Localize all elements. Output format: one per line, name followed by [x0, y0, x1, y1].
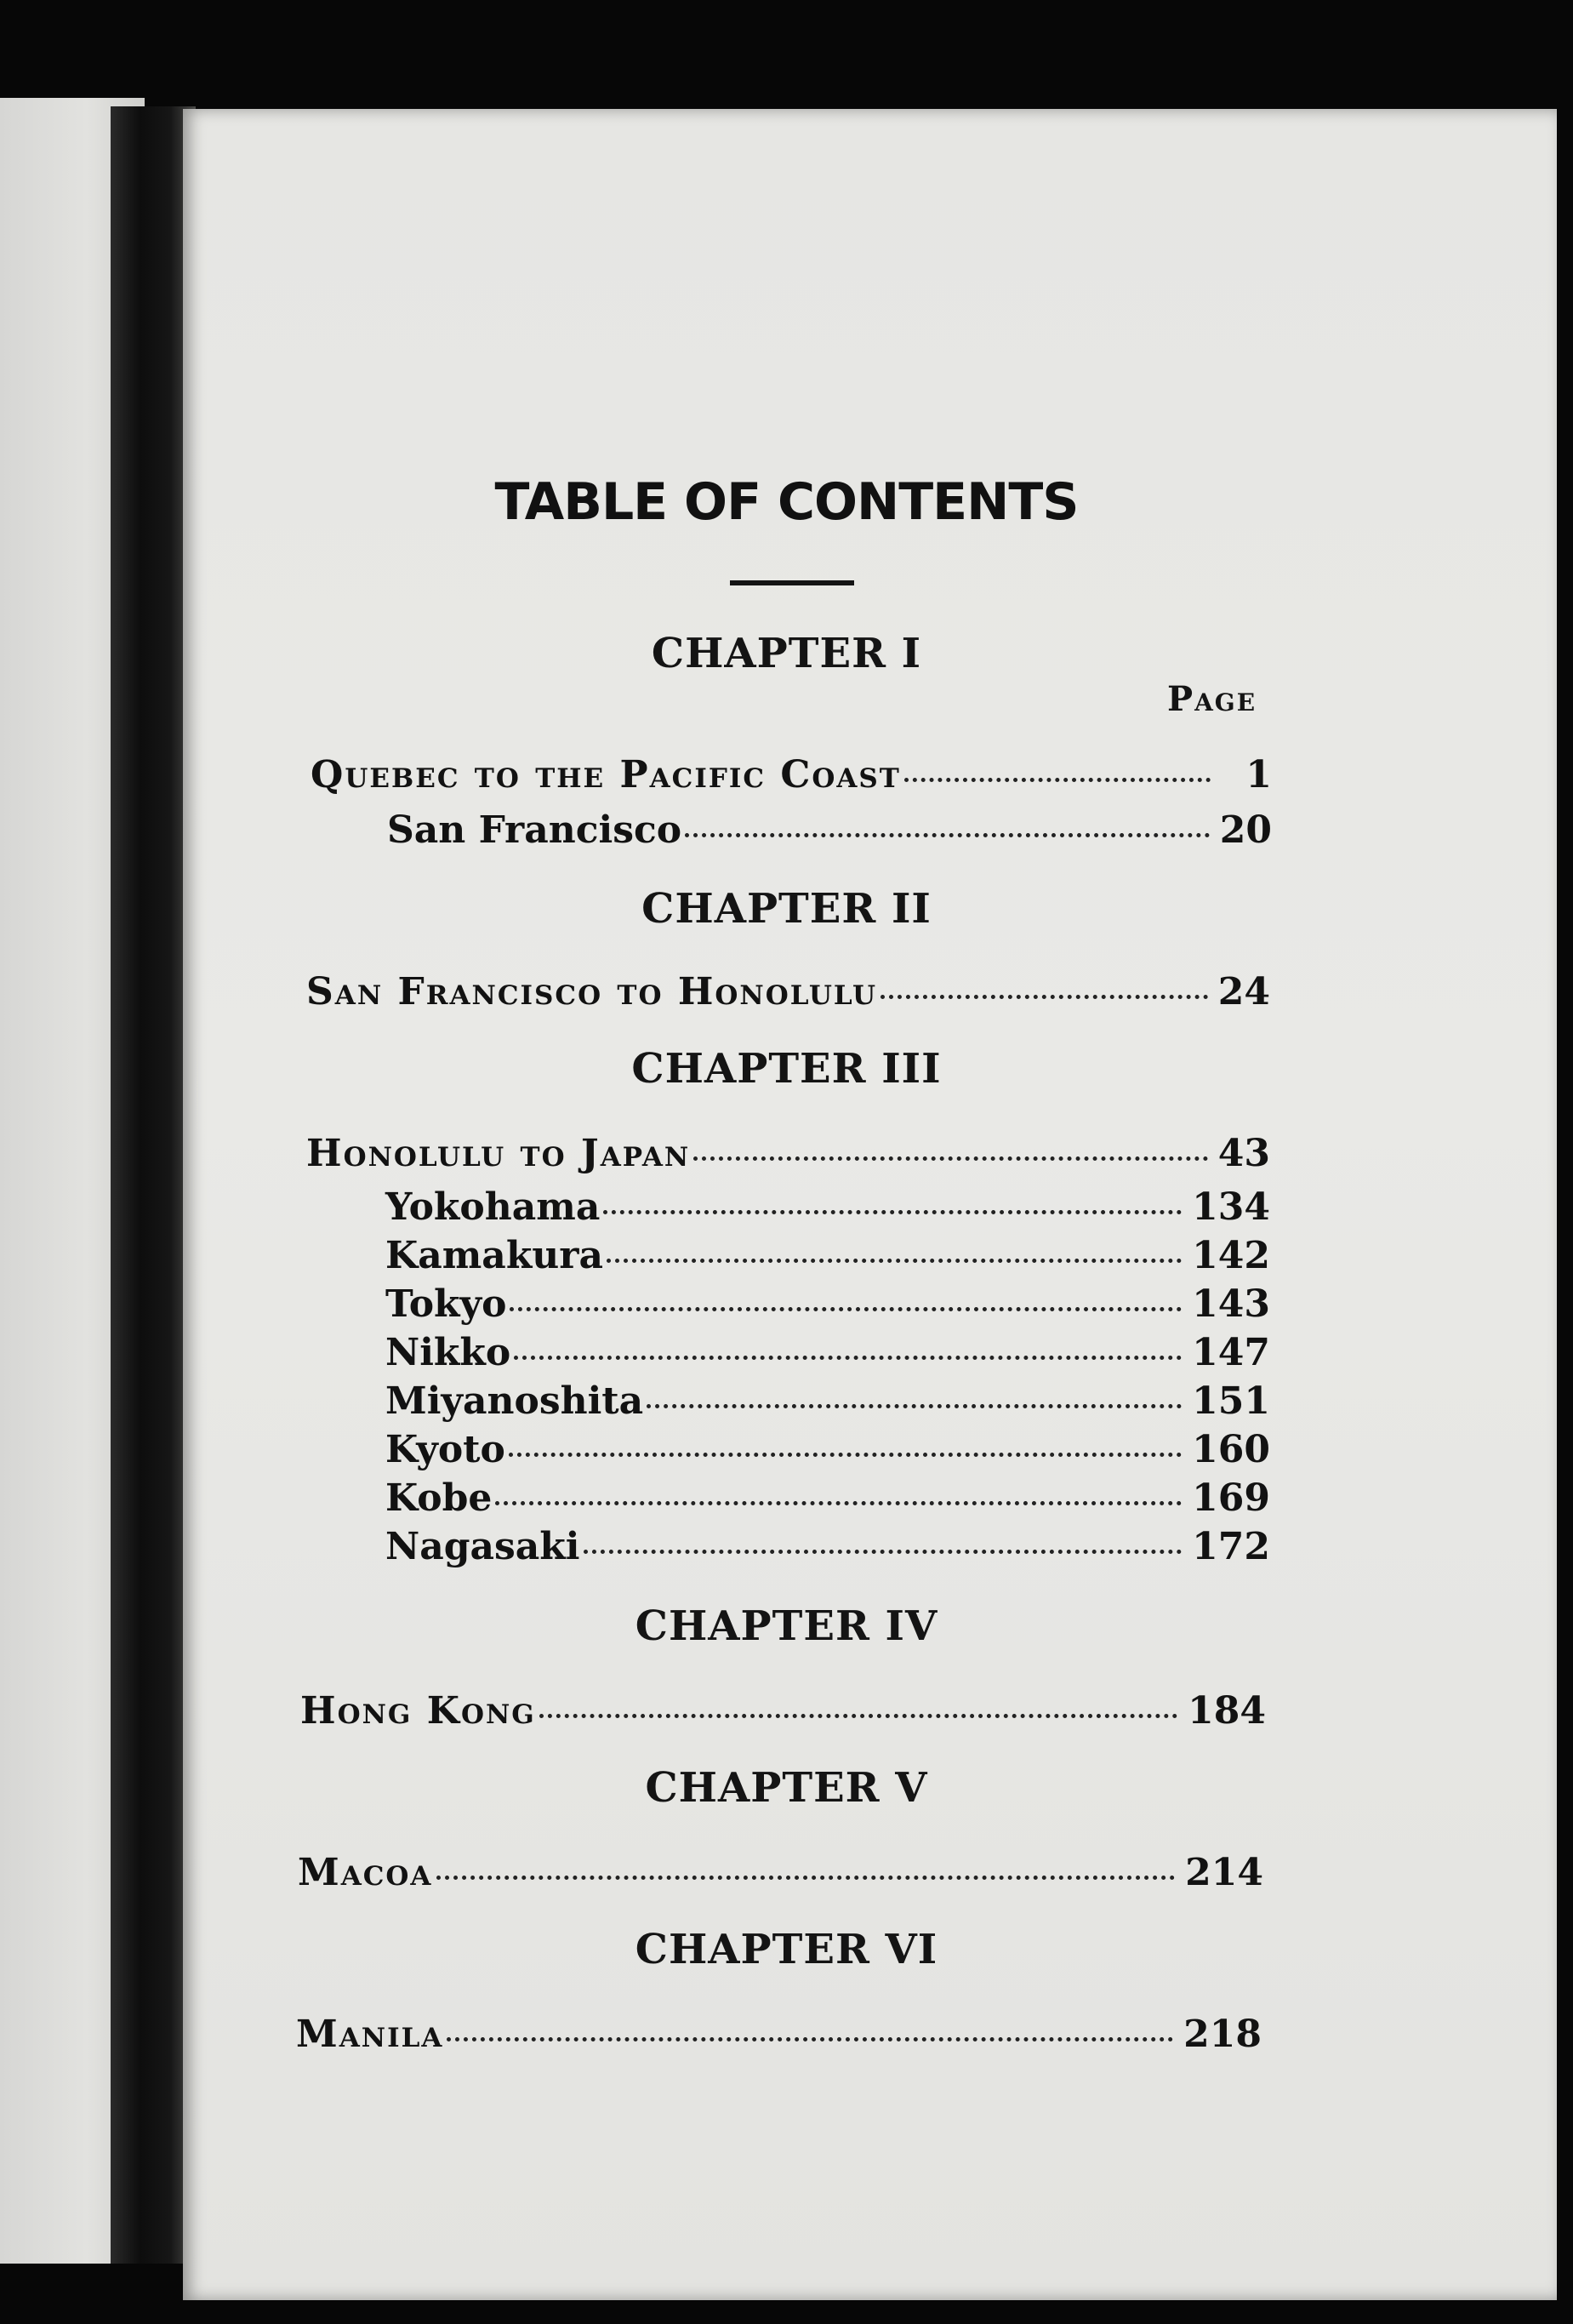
- toc-page-number: 218: [1183, 2013, 1262, 2056]
- toc-entry-title: Hong Kong: [300, 1689, 536, 1733]
- toc-entry[interactable]: [385, 1185, 1270, 1230]
- toc-page-number: 184: [1188, 1689, 1266, 1733]
- page-title: TABLE OF CONTENTS: [494, 472, 1079, 532]
- dot-leader: [685, 833, 1210, 837]
- toc-page-number: 169: [1192, 1476, 1270, 1520]
- toc-entry-title: Quebec to the Pacific Coast: [311, 753, 901, 797]
- toc-page-number: 43: [1217, 1132, 1270, 1175]
- chapter-heading: CHAPTER I: [651, 630, 922, 677]
- dot-leader: [607, 1259, 1182, 1263]
- toc-page-number: 24: [1217, 970, 1270, 1014]
- dot-leader: [514, 1356, 1182, 1360]
- toc-entry[interactable]: [385, 1379, 1270, 1424]
- toc-entry-title: Kobe: [385, 1476, 493, 1520]
- dot-leader: [603, 1210, 1182, 1214]
- dot-leader: [495, 1501, 1182, 1505]
- toc-entry-title: Miyanoshita: [385, 1379, 644, 1423]
- toc-entry[interactable]: [385, 1428, 1270, 1472]
- dot-leader: [509, 1453, 1182, 1457]
- toc-page-number: 20: [1219, 808, 1272, 852]
- toc-entry[interactable]: [306, 1132, 1270, 1176]
- dot-leader: [510, 1307, 1182, 1311]
- dot-leader: [447, 2037, 1173, 2041]
- dot-leader: [904, 778, 1211, 782]
- toc-page-number: 151: [1192, 1379, 1270, 1423]
- toc-entry-title: Manila: [296, 2013, 444, 2056]
- toc-entry-title: San Francisco to Honolulu: [306, 970, 878, 1014]
- toc-page-number: 160: [1192, 1428, 1270, 1471]
- toc-entry-title: San Francisco: [387, 808, 682, 852]
- toc-page-number: 214: [1185, 1851, 1263, 1894]
- toc-entry[interactable]: [296, 2013, 1262, 2057]
- chapter-heading: CHAPTER II: [641, 885, 932, 933]
- toc-entry-title: Honolulu to Japan: [306, 1132, 691, 1175]
- chapter-heading: CHAPTER V: [645, 1764, 928, 1812]
- toc-entry[interactable]: [385, 1331, 1270, 1375]
- toc-page-number: 147: [1192, 1331, 1270, 1374]
- page-column-label: Page: [1167, 679, 1257, 719]
- toc-page-number: 143: [1192, 1282, 1270, 1326]
- toc-entry[interactable]: [306, 970, 1270, 1014]
- toc-entry[interactable]: [298, 1851, 1263, 1895]
- toc-entry[interactable]: [385, 1525, 1270, 1569]
- toc-page-number: 1: [1245, 753, 1272, 797]
- toc-entry-title: Nikko: [385, 1331, 511, 1374]
- toc-entry[interactable]: [385, 1476, 1270, 1521]
- dot-leader: [647, 1404, 1182, 1408]
- toc-page-number: 134: [1192, 1185, 1270, 1229]
- dot-leader: [584, 1550, 1183, 1554]
- dot-leader: [693, 1156, 1208, 1161]
- toc-page-number: 142: [1192, 1234, 1270, 1277]
- chapter-heading: CHAPTER IV: [635, 1602, 938, 1650]
- toc-entry-title: Nagasaki: [385, 1525, 580, 1568]
- toc-entry-title: Kyoto: [385, 1428, 505, 1471]
- dot-leader: [436, 1876, 1176, 1880]
- toc-entry[interactable]: [300, 1689, 1266, 1733]
- toc-entry[interactable]: [311, 753, 1272, 797]
- chapter-heading: CHAPTER VI: [635, 1926, 938, 1973]
- chapter-heading: CHAPTER III: [631, 1045, 942, 1093]
- toc-entry[interactable]: [385, 1234, 1270, 1278]
- title-rule: [730, 580, 854, 585]
- toc-page-number: 172: [1192, 1525, 1270, 1568]
- toc-entry-title: Yokohama: [385, 1185, 601, 1229]
- toc-entry[interactable]: [385, 1282, 1270, 1327]
- toc-entry-title: Macoa: [298, 1851, 433, 1894]
- dot-leader: [539, 1714, 1177, 1718]
- toc-entry-title: Tokyo: [385, 1282, 507, 1326]
- toc-entry-title: Kamakura: [385, 1234, 603, 1277]
- dot-leader: [881, 995, 1208, 999]
- toc-entry[interactable]: [387, 808, 1272, 853]
